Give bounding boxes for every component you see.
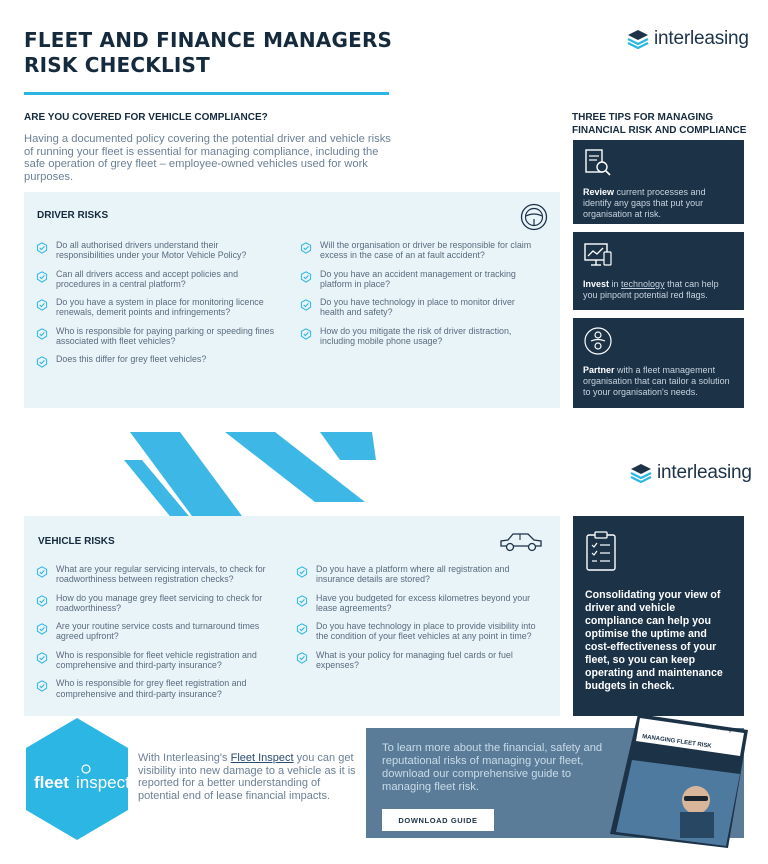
fleet-inspect-link[interactable]: Fleet Inspect xyxy=(230,752,294,764)
vehicle-risks-title: VEHICLE RISKS xyxy=(38,536,115,547)
tip-review-bold: Review xyxy=(583,187,615,197)
check-shield-icon xyxy=(36,680,48,692)
checklist-item xyxy=(36,354,276,368)
checklist-item-text: Do you have an accident management or tracking platform in place? xyxy=(320,268,516,289)
title-underline xyxy=(24,92,389,95)
tip-partner-bold: Partner xyxy=(583,365,615,375)
checklist-item-text: Can all drivers access and accept policies and procedures in a central platform? xyxy=(56,268,239,289)
checklist-item xyxy=(36,621,276,642)
cta-text: To learn more about the financial, safety and reputational risks of managing your fleet, download our comprehensive guide to managing fleet risk. xyxy=(382,742,603,793)
tip-invest-body: that can help you pinpoint potential red flags. xyxy=(583,279,719,300)
monitor-chart-icon xyxy=(583,240,613,270)
checklist-item-text: Does this differ for grey fleet vehicles? xyxy=(56,354,207,365)
tip-review-text xyxy=(583,187,734,220)
check-shield-icon xyxy=(36,328,48,340)
checklist-item xyxy=(296,650,536,671)
checklist-item-text: Who is responsible for paying parking or speeding fines associated with fleet vehicles? xyxy=(56,325,275,347)
tip-review-body: current processes and identify any gaps that put your organisation at risk. xyxy=(583,187,706,219)
check-shield-icon xyxy=(300,299,312,311)
guide-cover-image xyxy=(610,708,754,848)
fleet-inspect-logo-inspect: inspect xyxy=(76,773,130,792)
checklist-item-text: Who is responsible for grey fleet registration and comprehensive and third-party insurance? xyxy=(56,678,247,699)
checklist-item-text: What are your regular servicing intervals, to check for roadworthiness between registration checks? xyxy=(56,564,266,585)
checklist-item xyxy=(36,240,276,261)
compliance-heading: ARE YOU COVERED FOR VEHICLE COMPLIANCE? xyxy=(24,112,268,123)
checklist-item-text: How do you mitigate the risk of driver distraction, including mobile phone usage? xyxy=(320,325,512,347)
checklist-item-text: Do you have a system in place for monitoring licence renewals, demerit points and infringements? xyxy=(56,297,264,318)
tip-partner-body: with a fleet management organisation that can tailor a solution to your organisation's needs. xyxy=(583,365,730,397)
checklist-item-text: How do you manage grey fleet servicing to check for roadworthiness? xyxy=(56,592,263,613)
tip-invest-text xyxy=(583,279,734,301)
check-shield-icon xyxy=(36,242,48,254)
checklist-item-text: Do you have technology in place to monitor driver health and safety? xyxy=(320,297,515,318)
check-shield-icon xyxy=(36,652,48,664)
check-shield-icon xyxy=(36,595,48,607)
checklist-item-text: Have you budgeted for excess kilometres beyond your lease agreements? xyxy=(316,592,531,613)
document-search-icon xyxy=(583,148,613,178)
checklist-item-text: Who is responsible for fleet vehicle registration and comprehensive and third-party insurance? xyxy=(56,649,257,671)
fleet-inspect-logo-fleet: fleet xyxy=(34,773,69,792)
steering-wheel-icon xyxy=(520,203,548,231)
fleet-inspect-body: you can get visibility into new damage to a vehicle as it is reported for a better understanding of potential end of lease financial impacts. xyxy=(138,752,356,802)
interleasing-mark-icon xyxy=(626,29,650,49)
compliance-intro: Having a documented policy covering the potential driver and vehicle risks of running your fleet is essential for managing compliance, including the safe operation of grey fleet – employee-owned vehicles used for work purposes. xyxy=(24,133,391,183)
check-shield-icon xyxy=(300,271,312,283)
partner-people-icon xyxy=(583,326,613,356)
checklist-item xyxy=(300,297,540,318)
title-line-2: RISK CHECKLIST xyxy=(24,53,210,77)
checklist-item xyxy=(36,650,276,671)
check-shield-icon xyxy=(36,623,48,635)
interleasing-mark-icon xyxy=(629,463,653,483)
checklist-item xyxy=(36,269,276,290)
fleet-inspect-description xyxy=(138,752,358,802)
check-shield-icon xyxy=(296,566,308,578)
driver-risks-left-column xyxy=(36,240,276,376)
check-shield-icon xyxy=(296,652,308,664)
checklist-item xyxy=(296,593,536,614)
checklist-item xyxy=(36,593,276,614)
driver-risks-panel xyxy=(24,192,560,408)
tip-card-review xyxy=(573,140,744,224)
clipboard-checklist-icon xyxy=(585,530,617,572)
interleasing-logo xyxy=(626,28,749,50)
vehicle-risks-panel xyxy=(24,516,560,716)
guide-cover-title: MANAGING FLEET RISK xyxy=(641,734,712,750)
checklist-item xyxy=(36,678,276,699)
check-shield-icon xyxy=(36,356,48,368)
check-shield-icon xyxy=(300,242,312,254)
tip-partner-text xyxy=(583,365,734,398)
download-guide-button[interactable]: DOWNLOAD GUIDE xyxy=(382,809,494,831)
checklist-item xyxy=(300,326,540,347)
tip-card-partner xyxy=(573,318,744,408)
interleasing-logo-secondary xyxy=(629,462,752,484)
car-icon xyxy=(498,530,544,554)
title-line-1: FLEET AND FINANCE MANAGERS xyxy=(24,28,393,52)
consolidate-card xyxy=(573,516,744,716)
checklist-item xyxy=(296,621,536,642)
checklist-item xyxy=(300,269,540,290)
page-title xyxy=(24,28,404,78)
checklist-item-text: Do all authorised drivers understand their responsibilities under your Motor Vehicle Policy? xyxy=(56,240,247,261)
check-shield-icon xyxy=(296,595,308,607)
consolidate-text: Consolidating your view of driver and vehicle compliance can help you optimise the uptime and cost-effectiveness of your fleet, so you can keep operating and maintenance budgets in check. xyxy=(585,589,723,692)
check-shield-icon xyxy=(300,328,312,340)
technology-link[interactable]: technology xyxy=(621,279,665,289)
check-shield-icon xyxy=(36,299,48,311)
check-shield-icon xyxy=(296,623,308,635)
driver-risks-title: DRIVER RISKS xyxy=(37,210,109,221)
checklist-item xyxy=(36,326,276,347)
checklist-item xyxy=(36,564,276,585)
checklist-item-text: Do you have a platform where all registration and insurance details are stored? xyxy=(316,564,510,585)
tips-heading: THREE TIPS FOR MANAGING FINANCIAL RISK AND COMPLIANCE xyxy=(572,112,747,136)
tip-invest-pre: in xyxy=(609,279,622,289)
tip-card-invest xyxy=(573,232,744,310)
tip-invest-bold: Invest xyxy=(583,279,610,289)
checklist-item-text: Will the organisation or driver be responsible for claim excess in the case of an at fault accident? xyxy=(320,240,532,261)
logo-wordmark: interleasing xyxy=(654,28,749,49)
checklist-item-text: What is your policy for managing fuel cards or fuel expenses? xyxy=(316,649,513,671)
checklist-item xyxy=(300,240,540,261)
fleet-inspect-pre: With Interleasing's xyxy=(138,752,231,764)
fleet-inspect-logo xyxy=(24,716,130,842)
check-shield-icon xyxy=(36,566,48,578)
check-shield-icon xyxy=(36,271,48,283)
driver-risks-right-column xyxy=(300,240,540,354)
vehicle-risks-right-column xyxy=(296,564,536,678)
guide-cover-logo: interleasing xyxy=(705,724,732,734)
vehicle-risks-left-column xyxy=(36,564,276,707)
checklist-item xyxy=(296,564,536,585)
checklist-item xyxy=(36,297,276,318)
checklist-item-text: Are your routine service costs and turnaround times agreed upfront? xyxy=(56,621,260,642)
checklist-item-text: Do you have technology in place to provide visibility into the condition of your fleet vehicles at any point in time? xyxy=(316,621,536,642)
logo-wordmark: interleasing xyxy=(657,462,752,483)
